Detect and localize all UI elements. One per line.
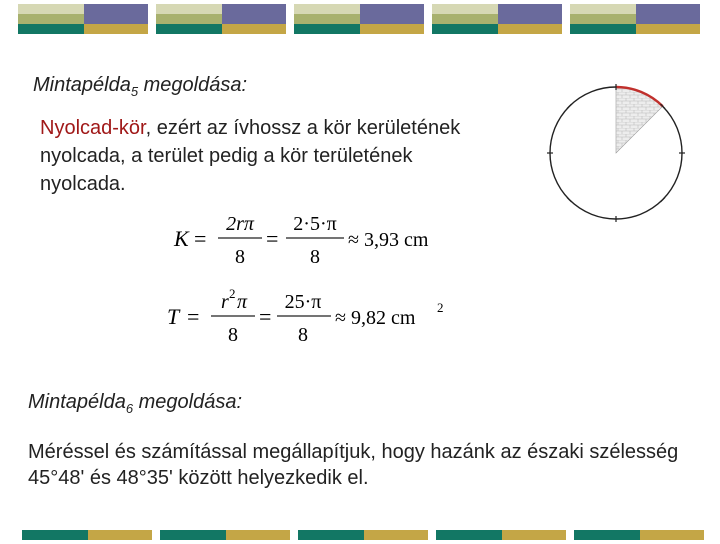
svg-text:2: 2 — [437, 300, 444, 315]
svg-text:2rπ: 2rπ — [226, 213, 254, 235]
formula-arc-length — [172, 208, 462, 270]
svg-text:≈ 3,93 cm: ≈ 3,93 cm — [348, 229, 429, 251]
svg-text:K: K — [174, 226, 189, 251]
eighth-circle-term: Nyolcad-kör — [40, 117, 146, 139]
svg-text:25·π: 25·π — [284, 291, 322, 313]
svg-text:=: = — [259, 304, 272, 329]
svg-text:=: = — [187, 304, 200, 329]
svg-text:π: π — [237, 291, 248, 313]
formula-sector-area — [165, 286, 465, 348]
svg-text:≈ 9,82 cm: ≈ 9,82 cm — [335, 307, 416, 329]
svg-text:r: r — [221, 291, 229, 313]
bottom-decorative-stripe — [0, 530, 720, 544]
example6-paragraph: Méréssel és számítással megállapítjuk, hogy hazánk az északi szélesség 45°48' és 48°35' között helyezkedik el. — [28, 441, 679, 489]
svg-text:2·5·π: 2·5·π — [293, 213, 337, 235]
svg-text:2: 2 — [229, 286, 236, 301]
svg-text:8: 8 — [228, 324, 238, 346]
svg-text:8: 8 — [298, 324, 308, 346]
svg-text:T: T — [167, 304, 180, 329]
example5-heading: Mintapélda$_5$ megoldása: — [33, 74, 248, 99]
top-decorative-stripe — [0, 4, 720, 34]
example6-heading: Mintapélda$_6$ megoldása: — [28, 391, 243, 416]
svg-text:8: 8 — [235, 246, 245, 268]
svg-text:=: = — [194, 226, 207, 251]
eighth-circle-diagram — [536, 80, 716, 240]
svg-text:=: = — [266, 226, 279, 251]
svg-text:8: 8 — [310, 246, 320, 268]
example5-paragraph: Nyolcad-kör, ezért az ívhossz a kör kerületének nyolcada, a terület pedig a kör területének nyolcada. — [40, 117, 461, 195]
shaded-sector — [616, 87, 663, 153]
